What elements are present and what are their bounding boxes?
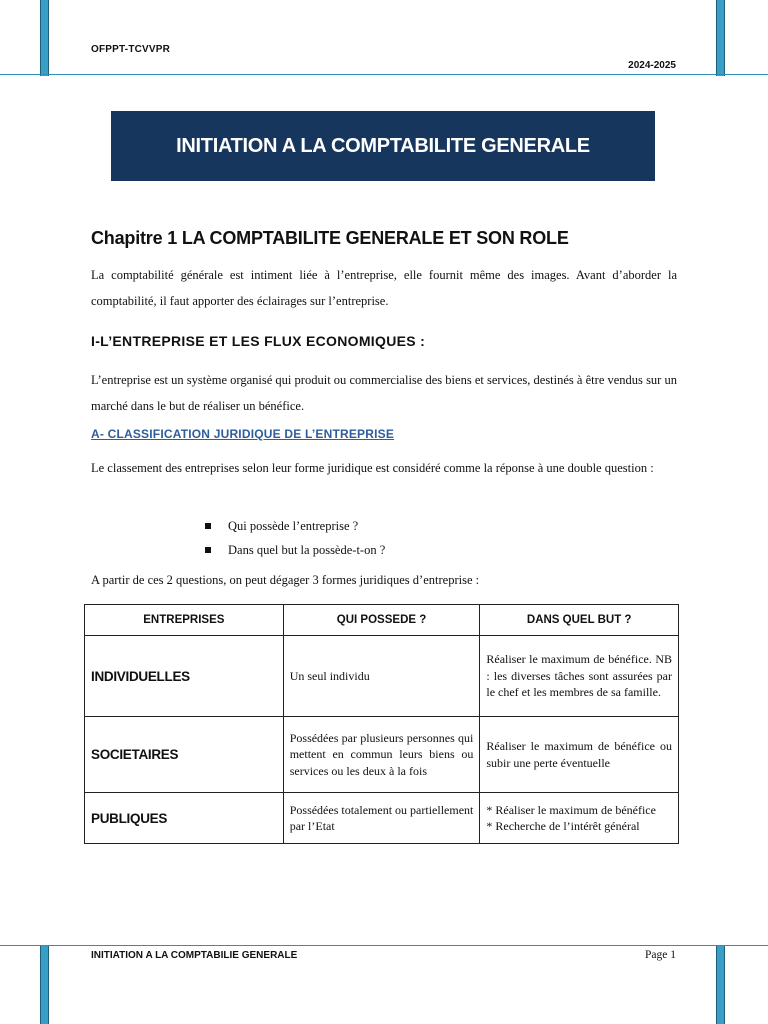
page-number: Page 1 [645, 949, 676, 961]
column-header: DANS QUEL BUT ? [480, 605, 679, 636]
document-title-text: INITIATION A LA COMPTABILITE GENERALE [176, 134, 590, 157]
right-bottom-bar [716, 946, 725, 1024]
row-header: SOCIETAIRES [85, 717, 284, 793]
question-list [205, 514, 385, 562]
intro-paragraph: La comptabilité générale est intiment liée à l’entreprise, elle fournit même des images. Avant d’aborder la comptabilité, il faut apporter des éclairages sur l’entreprise. [91, 268, 677, 308]
section-heading: I-L’ENTREPRISE ET LES FLUX ECONOMIQUES : [91, 333, 426, 349]
document-title [111, 111, 655, 181]
table-cell: Possédées par plusieurs personnes qui mettent en commun leurs biens ou services ou les deux à la fois [283, 717, 480, 793]
column-header: QUI POSSEDE ? [283, 605, 480, 636]
footer-rule [0, 945, 768, 946]
row-header: INDIVIDUELLES [85, 636, 284, 717]
table-header-row [85, 605, 679, 636]
subsection-paragraph: Le classement des entreprises selon leur forme juridique est considéré comme la réponse à une double question : [91, 461, 654, 475]
table-cell: Un seul individu [283, 636, 480, 717]
footer-title: INITIATION A LA COMPTABILIE GENERALE [91, 950, 298, 961]
square-bullet-icon [205, 547, 211, 553]
header-rule [0, 74, 768, 75]
header-year: 2024-2025 [628, 60, 676, 71]
table-row [85, 717, 679, 793]
row-header: PUBLIQUES [85, 793, 284, 844]
table-intro: A partir de ces 2 questions, on peut dégager 3 formes juridiques d’entreprise : [91, 573, 480, 587]
square-bullet-icon [205, 523, 211, 529]
table-row [85, 793, 679, 844]
table-cell: Possédées totalement ou partiellement par l’Etat [283, 793, 480, 844]
legal-forms-table [84, 604, 679, 844]
table-cell: Réaliser le maximum de bénéfice. NB : les diverses tâches sont assurées par le chef et les membres de sa famille. [480, 636, 679, 717]
goal-line: * Réaliser le maximum de bénéfice [486, 802, 656, 817]
subsection-heading: A- CLASSIFICATION JURIDIQUE DE L’ENTREPRISE [91, 427, 395, 441]
column-header: ENTREPRISES [85, 605, 284, 636]
table-cell: Réaliser le maximum de bénéfice ou subir une perte éventuelle [480, 717, 679, 793]
list-item: Dans quel but la possède-t-on ? [205, 538, 385, 562]
left-top-bar [40, 0, 49, 76]
right-top-bar [716, 0, 725, 76]
list-item: Qui possède l’entreprise ? [205, 514, 385, 538]
chapter-heading: Chapitre 1 LA COMPTABILITE GENERALE ET SON ROLE [91, 228, 569, 248]
header-organization: OFPPT-TCVVPR [91, 44, 171, 55]
table-cell [480, 793, 679, 844]
goal-line: * Recherche de l’intérêt général [486, 819, 640, 833]
table-row [85, 636, 679, 717]
section-paragraph: L’entreprise est un système organisé qui produit ou commercialise des biens et services, destinés à être vendus sur un marché dans le but de réaliser un bénéfice. [91, 373, 677, 413]
left-bottom-bar [40, 946, 49, 1024]
